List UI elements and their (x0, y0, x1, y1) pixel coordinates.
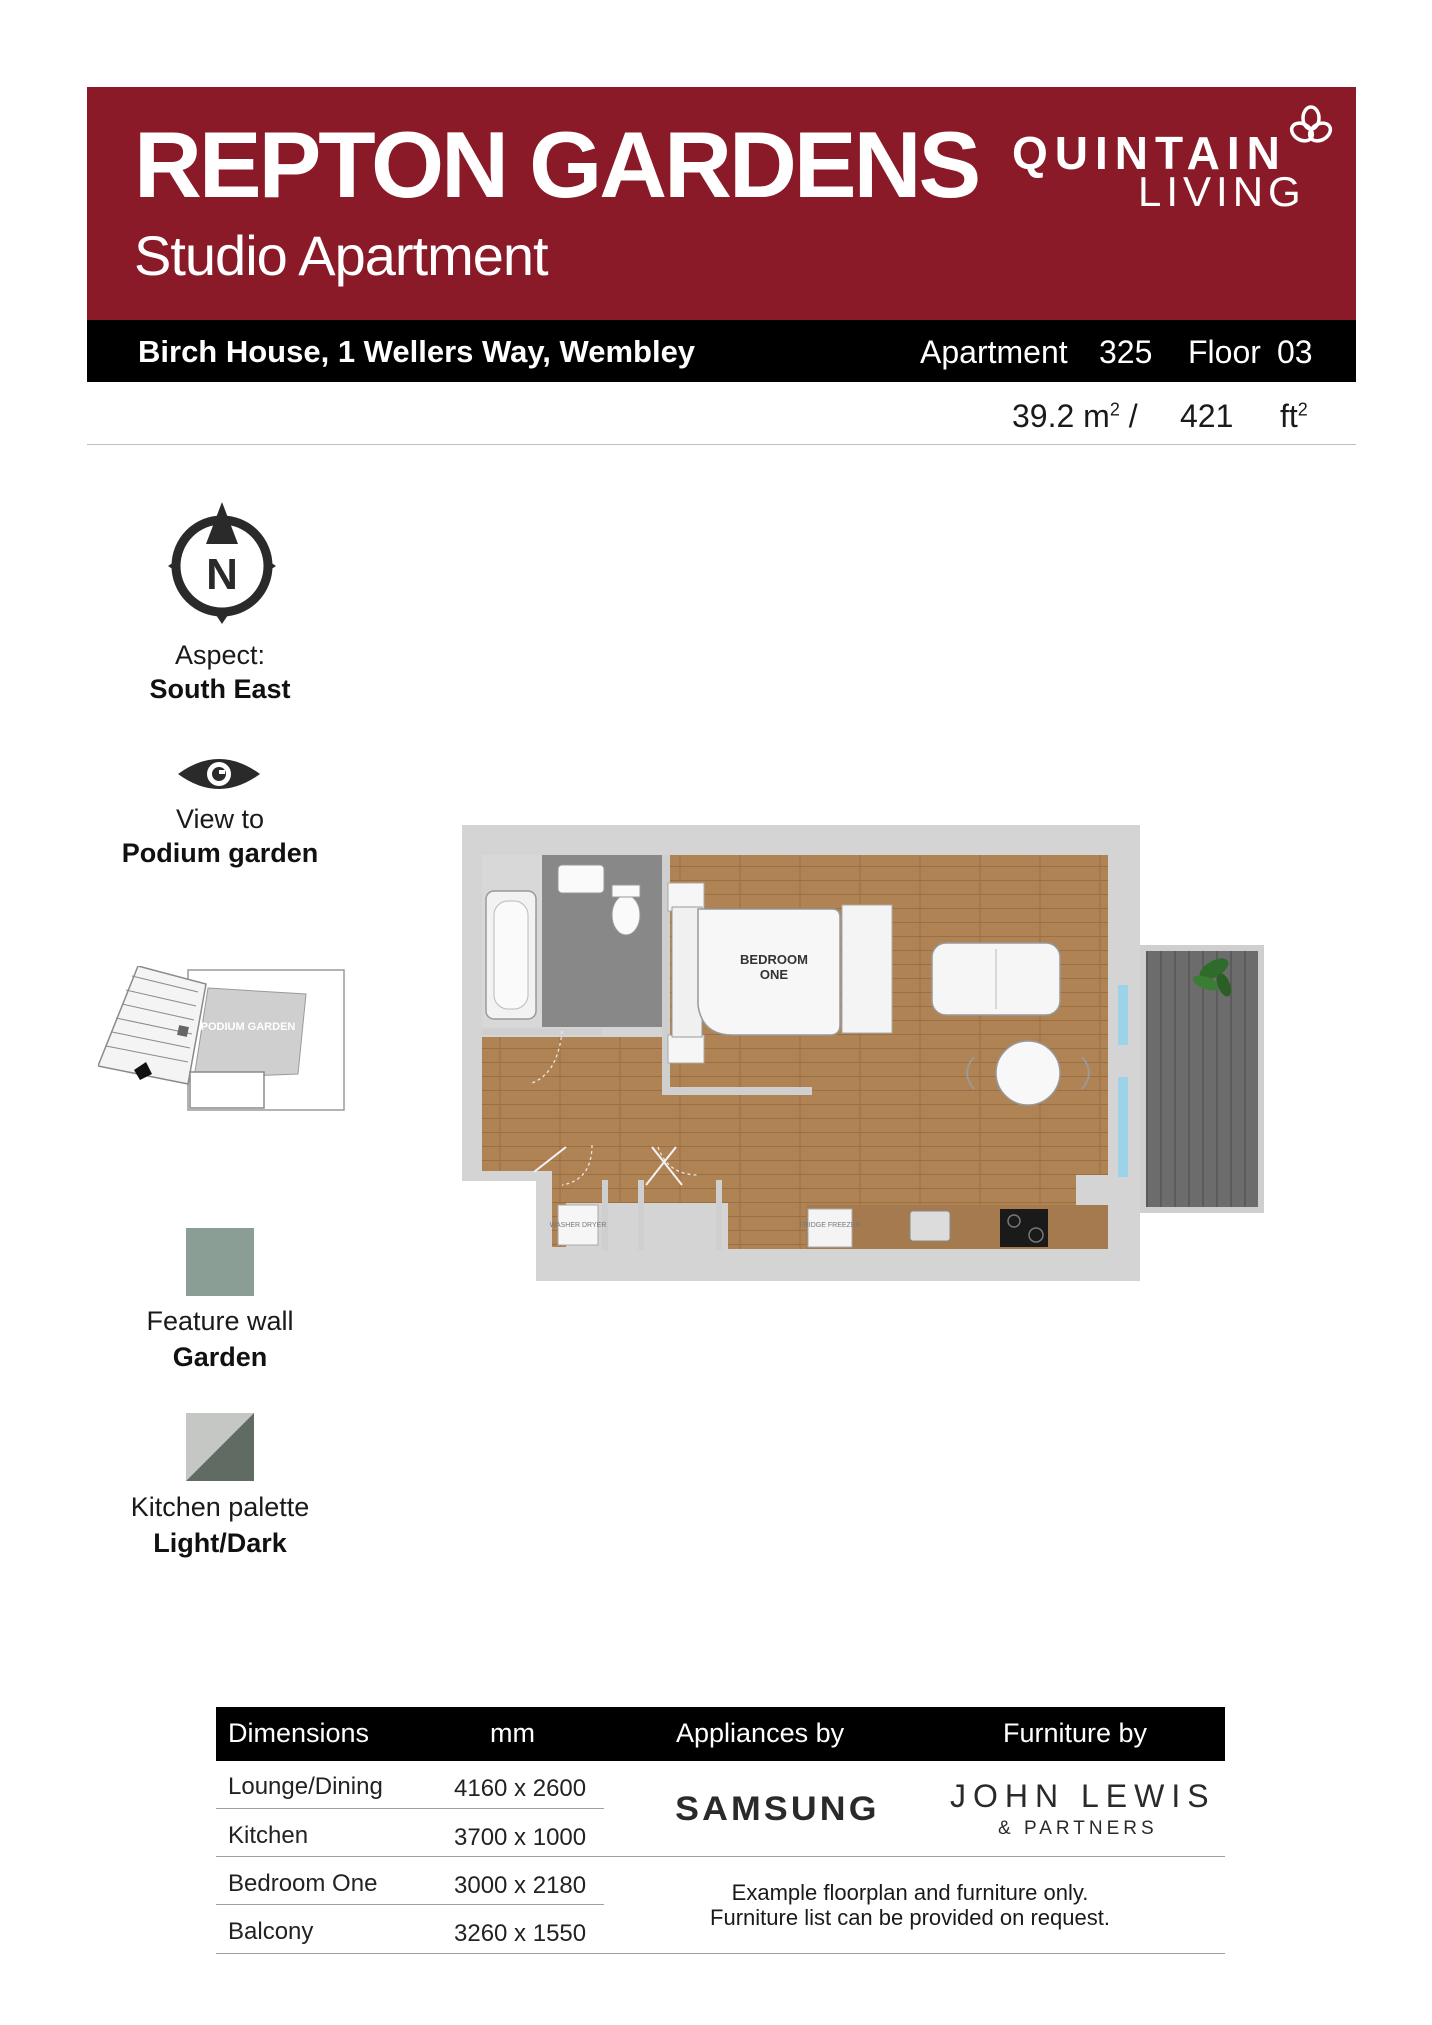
area-ft2-value: 421 (1180, 398, 1234, 434)
col-mm: mm (490, 1718, 535, 1748)
site-plan-map (98, 966, 348, 1114)
row-divider (216, 1904, 604, 1905)
area-metric (1012, 398, 1138, 435)
table-row-mm: 3000 x 2180 (454, 1872, 587, 1899)
john-lewis-logo: JOHN LEWIS (950, 1778, 1216, 1814)
header-divider (87, 444, 1356, 445)
row-divider (216, 1808, 604, 1809)
apartment-number: 325 (1099, 334, 1153, 370)
table-row-mm: 3260 x 1550 (454, 1920, 587, 1947)
samsung-logo: SAMSUNG (675, 1790, 880, 1828)
floor-label: Floor (1188, 334, 1261, 370)
area-separator: / (1128, 398, 1138, 434)
area-imperial-unit (1280, 398, 1308, 435)
disclaimer-line2: Furniture list can be provided on request. (710, 1905, 1110, 1930)
wardrobe (842, 905, 892, 1033)
table-row-room: Kitchen (228, 1822, 309, 1849)
area-m2-value: 39.2 (1012, 398, 1075, 434)
page-title: REPTON GARDENS (134, 112, 979, 217)
apartment-label: Apartment (920, 334, 1068, 370)
basin (558, 865, 604, 893)
col-furniture: Furniture by (1003, 1718, 1148, 1748)
table-row-mm: 3700 x 1000 (454, 1824, 587, 1851)
kitchen-palette-value: Light/Dark (153, 1528, 287, 1558)
floor-plan (462, 825, 1268, 1285)
disclaimer-line1: Example floorplan and furniture only. (731, 1880, 1089, 1905)
brand-subname: LIVING (1138, 168, 1306, 215)
compass-letter: N (206, 550, 238, 599)
john-lewis-logo-sub: & PARTNERS (998, 1818, 1158, 1839)
podium-garden-label: PODIUM GARDEN (200, 1021, 296, 1033)
row-divider (216, 1856, 1225, 1857)
table-bottom-rule (216, 1953, 1225, 1954)
compass-icon (166, 500, 278, 626)
area-ft2-sup: 2 (1297, 399, 1308, 420)
feature-wall-label: Feature wall (146, 1306, 294, 1336)
quintain-logo-icon (1288, 104, 1334, 150)
kitchen-palette-label: Kitchen palette (130, 1492, 310, 1522)
address: Birch House, 1 Wellers Way, Wembley (138, 334, 696, 369)
area-m2-unit: m (1083, 398, 1110, 434)
col-appliances: Appliances by (676, 1718, 845, 1748)
bedroom-label: BEDROOM ONE (740, 952, 808, 982)
aspect-value: South East (149, 674, 291, 704)
table-row-mm: 4160 x 2600 (454, 1775, 587, 1802)
aspect-label: Aspect: (174, 640, 266, 670)
view-value: Podium garden (121, 838, 319, 868)
page-subtitle: Studio Apartment (134, 224, 548, 287)
dining-table (996, 1041, 1060, 1105)
hob (1000, 1209, 1048, 1247)
area-m2-sup: 2 (1109, 399, 1120, 420)
fridge-label: FRIDGE FREEZER (799, 1222, 861, 1229)
toilet (612, 895, 640, 935)
sink (910, 1211, 950, 1241)
brand-name: QUINTAIN (1012, 127, 1287, 179)
eye-icon (176, 752, 262, 796)
feature-wall-value: Garden (172, 1342, 268, 1372)
col-dimensions: Dimensions (228, 1718, 370, 1748)
table-row-room: Lounge/Dining (228, 1773, 383, 1800)
kitchen-palette-swatch (186, 1413, 254, 1481)
washer-label: WASHER DRYER (549, 1222, 607, 1229)
view-label: View to (175, 804, 265, 834)
table-row-room: Balcony (228, 1918, 314, 1945)
feature-wall-swatch (186, 1228, 254, 1296)
table-row-room: Bedroom One (228, 1870, 378, 1897)
floor-number: 03 (1277, 334, 1313, 370)
area-ft2-unit: ft (1280, 398, 1298, 434)
